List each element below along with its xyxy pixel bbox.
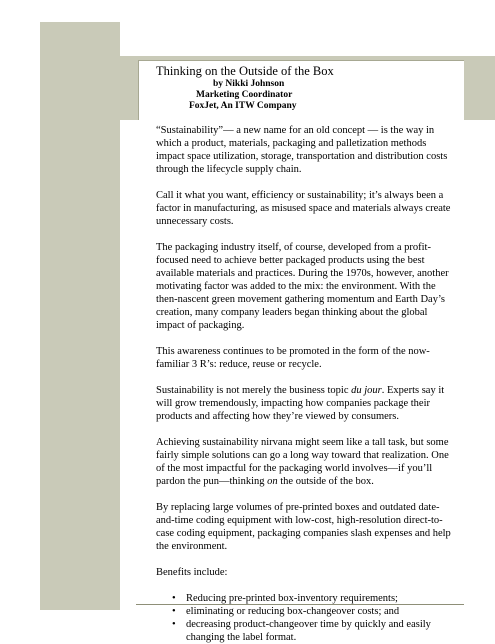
sidebar-decorative-bar bbox=[40, 22, 120, 610]
paragraph-1: “Sustainability”— a new name for an old concept — is the way in which a product, materials, packaging and palletization methods impact space utilization, storage, transportation and distribution costs through the lifecycle supply chain. bbox=[156, 125, 448, 175]
bullet-icon: • bbox=[172, 619, 176, 630]
paragraph-6-emphasis: on bbox=[267, 476, 278, 487]
paragraph-5-part-b: . Experts say it will grow tremendously, impacting how companies package their products and affecting how they’re viewed by consumers. bbox=[156, 385, 445, 422]
article-header bbox=[156, 64, 456, 112]
paragraph-5 bbox=[156, 384, 452, 423]
bullet-icon: • bbox=[172, 593, 176, 604]
benefit-text: eliminating or reducing box-changeover costs; and bbox=[186, 606, 400, 617]
paragraph-6-part-b: the outside of the box. bbox=[277, 476, 374, 487]
benefits-intro: Benefits include: bbox=[156, 567, 228, 578]
paragraph-5-part-a: Sustainability is not merely the business topic bbox=[156, 385, 352, 396]
benefit-text: decreasing product-changeover time by quickly and easily changing the label format. bbox=[186, 619, 431, 643]
paragraph-5-emphasis: du jour bbox=[351, 385, 382, 396]
footer-divider bbox=[136, 604, 464, 605]
list-item bbox=[156, 618, 452, 644]
paragraph-2: Call it what you want, efficiency or sustainability; it’s always been a factor in manufacturing, as misused space and materials always create unnecessary costs. bbox=[156, 190, 451, 227]
paragraph-6 bbox=[156, 436, 452, 488]
bullet-icon: • bbox=[172, 606, 176, 617]
article-body bbox=[156, 124, 452, 644]
article-title: Thinking on the Outside of the Box bbox=[156, 64, 334, 78]
author-role: Marketing Coordinator bbox=[196, 90, 293, 100]
paragraph-6-part-a: Achieving sustainability nirvana might seem like a tall task, but some fairly simple solutions can go a long way toward that realization. One of the most impactful for the packaging world involves—if you’ll pardon the pun—thinking bbox=[156, 437, 449, 487]
list-item bbox=[156, 605, 452, 618]
benefits-list bbox=[156, 592, 452, 644]
author-byline: by Nikki Johnson bbox=[213, 79, 285, 89]
paragraph-3: The packaging industry itself, of course, developed from a profit-focused need to achieve better packaged products using the best available materials and practices. During the 1970s, however, another motivating factor was added to the mix: the environment. With the then-nascent green movement gathering momentum and Earth Day’s creation, many company leaders began thinking about the global impact of packaging. bbox=[156, 242, 449, 331]
author-company: FoxJet, An ITW Company bbox=[189, 101, 297, 111]
paragraph-4: This awareness continues to be promoted in the form of the now-familiar 3 R’s: reduce, reuse or recycle. bbox=[156, 346, 430, 370]
paragraph-7: By replacing large volumes of pre-printed boxes and outdated date-and-time coding equipment with low-cost, high-resolution direct-to-case coding equipment, packaging companies slash expenses and help the environment. bbox=[156, 502, 451, 552]
benefit-text: Reducing pre-printed box-inventory requirements; bbox=[186, 593, 398, 604]
